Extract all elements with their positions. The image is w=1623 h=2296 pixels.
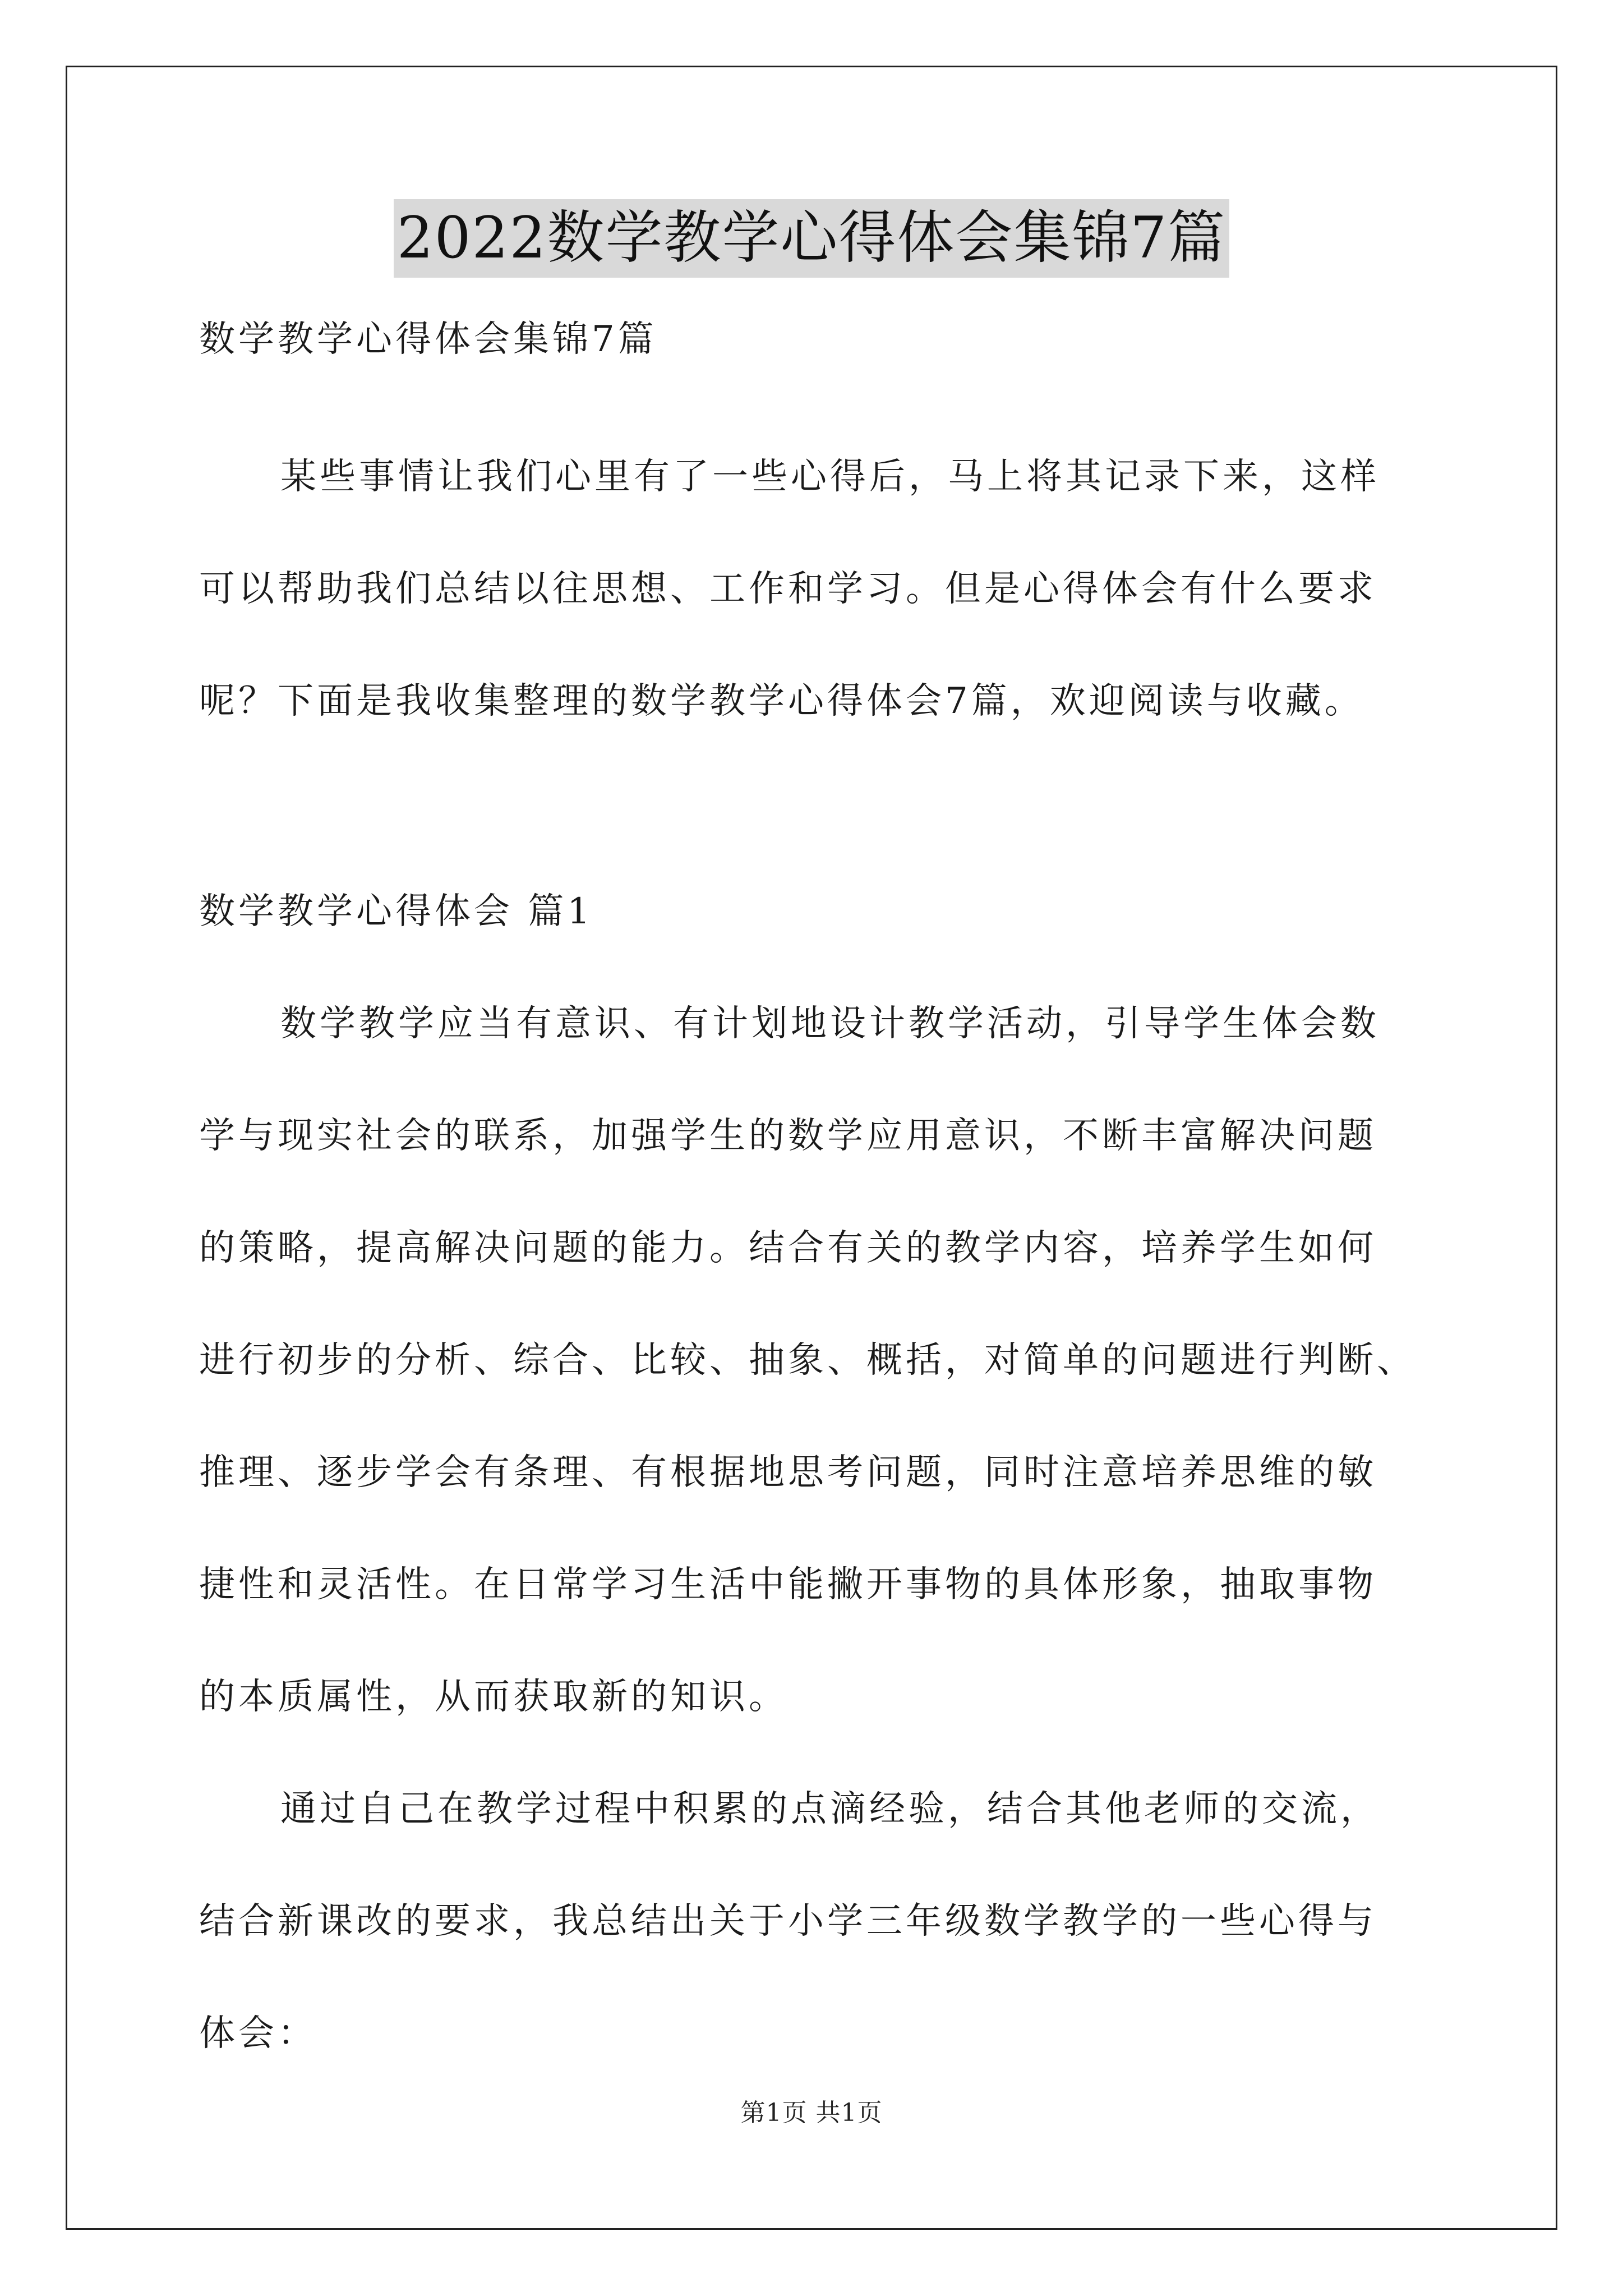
title-container [0,199,1623,278]
document-subtitle: 数学教学心得体会集锦7篇 [199,319,657,360]
paragraph2-line: 体会： [199,2013,317,2054]
page-footer: 第1页 共1页 [740,2099,883,2127]
intro-line: 可以帮助我们总结以往思想、工作和学习。但是心得体会有什么要求 [199,568,1377,610]
paragraph1-line: 的本质属性，从而获取新的知识。 [199,1676,788,1718]
intro-line: 某些事情让我们心里有了一些心得后，马上将其记录下来，这样 [280,456,1380,498]
paragraph2-line: 通过自己在教学过程中积累的点滴经验，结合其他老师的交流， [280,1788,1380,1830]
paragraph2-line: 结合新课改的要求，我总结出关于小学三年级数学教学的一些心得与 [199,1901,1377,1942]
document-body [199,311,1472,2118]
document-title: 2022数学教学心得体会集锦7篇 [394,199,1229,278]
section-heading: 数学教学心得体会 篇1 [199,891,594,932]
intro-line: 呢？下面是我收集整理的数学教学心得体会7篇，欢迎阅读与收藏。 [199,680,1364,722]
paragraph1-line: 的策略，提高解决问题的能力。结合有关的教学内容，培养学生如何 [199,1227,1377,1269]
paragraph1-line: 捷性和灵活性。在日常学习生活中能撇开事物的具体形象，抽取事物 [199,1564,1377,1605]
paragraph1-line: 进行初步的分析、综合、比较、抽象、概括，对简单的问题进行判断、 [199,1340,1416,1381]
paragraph1-line: 学与现实社会的联系，加强学生的数学应用意识，不断丰富解决问题 [199,1115,1377,1157]
paragraph1-line: 推理、逐步学会有条理、有根据地思考问题，同时注意培养思维的敏 [199,1452,1377,1493]
paragraph1-line: 数学教学应当有意识、有计划地设计教学活动，引导学生体会数 [280,1003,1380,1045]
